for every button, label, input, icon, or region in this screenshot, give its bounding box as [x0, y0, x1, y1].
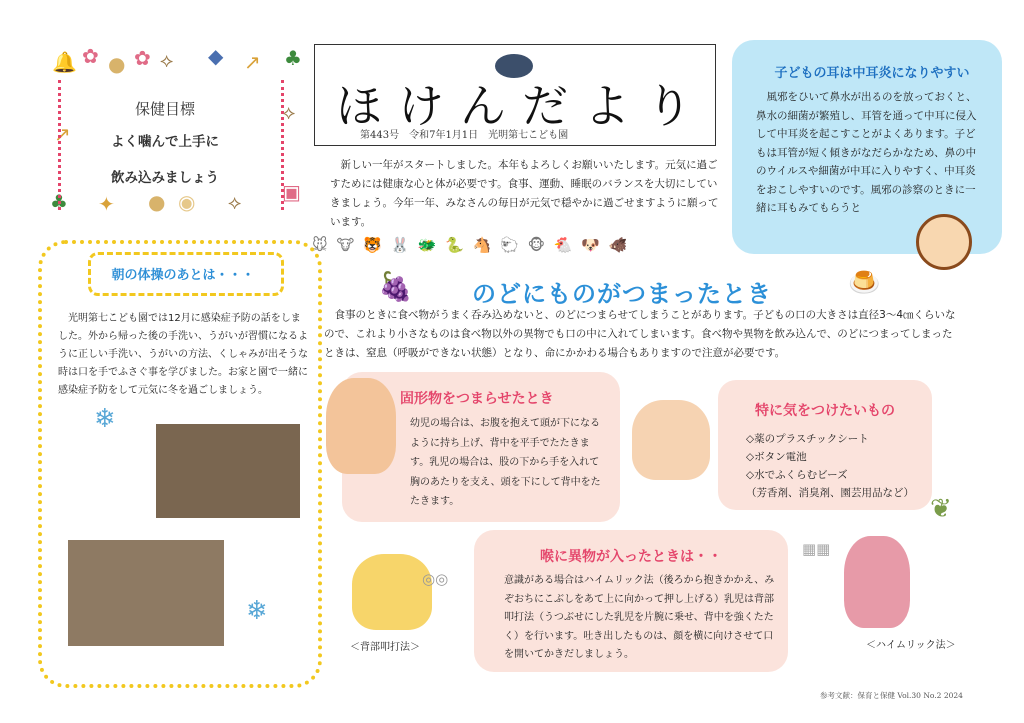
snake-icon: 🐍 — [445, 236, 467, 254]
bell-icon: 🔔 — [52, 50, 77, 74]
list-item: （芳香剤、消臭剤、園芸用品など） — [746, 487, 914, 499]
rabbit-icon: 🐰 — [390, 236, 412, 254]
heimlich-illustration — [844, 536, 910, 628]
baby-illustration — [632, 400, 710, 480]
choking-title: のどにものがつまったとき — [472, 280, 772, 308]
foreign-object-title: 喉に異物が入ったときは・・ — [540, 549, 722, 565]
grapes-icon: 🍇 — [378, 270, 413, 303]
classroom-photo-1 — [156, 424, 300, 518]
goal-line-2: 飲み込みましょう — [111, 170, 219, 186]
arrow-icon: ↗ — [54, 122, 71, 146]
solid-object-title: 固形物をつまらせたとき — [400, 391, 554, 407]
new-year-greeting: 新しい一年がスタートしました。本年もよろしくお願いいたします。元気に過ごすためには健康な心と体が必要です。食事、運動、睡眠のバランスを大切にしていきましょう。今年一年、みなさんの毎日が元気で穏やかに過ごせますように願っています。 — [330, 159, 719, 228]
gourd-icon: ● — [148, 190, 166, 214]
horse-icon: 🐴 — [472, 236, 494, 254]
kadomatsu-icon: ♣ — [284, 46, 302, 70]
branch-icon: ⟡ — [282, 100, 296, 124]
pudding-icon: 🍮 — [848, 268, 881, 298]
plum-icon: ✿ — [134, 46, 151, 70]
back-blow-caption: ＜背部叩打法＞ — [350, 642, 420, 653]
back-blow-illustration — [352, 554, 432, 630]
pill-sheet-icon: ▦▦ — [802, 540, 831, 558]
issue-line: 第443号 令和7年1月1日 光明第七こども園 — [360, 130, 569, 141]
infection-prevention-body: 光明第七こども園では12月に感染症予防の話をしました。外から帰った後の手洗い、うがいが習慣になるように正しい手洗い、うがいの方法、くしゃみが出そうな時は口を手でふさぐ事を学びました。お家と園で一緒に感染症予防をして元気に冬を過ごしましょう。 — [58, 313, 308, 396]
heimlich-caption: ＜ハイムリック法＞ — [866, 640, 956, 651]
branch-icon: ⟡ — [160, 48, 174, 72]
classroom-photo-2 — [68, 540, 224, 646]
newsletter-title: ほけんだより — [336, 79, 708, 133]
dog-icon: 🐶 — [581, 236, 603, 254]
kadomatsu-icon: ♣ — [50, 190, 68, 214]
snow-fairy-icon: ❄ — [246, 596, 268, 626]
caregiver-illustration — [326, 378, 396, 474]
foreign-object-body: 意識がある場合はハイムリック法（後ろから抱きかかえ、みぞおちにこぶしをあて上に向かって押し上げる）乳児は背部叩打法（うつぶせにした乳児を片腕に乗せ、背中を強くたたく）を行います。吐き出したものは、顔を横に向けさせて口を開いてかきだしましょう。 — [504, 575, 775, 660]
caution-items-list — [746, 430, 932, 502]
goal-line-1: よく噛んで上手に — [111, 134, 219, 150]
ema-icon: ▣ — [282, 180, 301, 204]
mouse-icon: 🐭 — [312, 236, 330, 254]
kite-icon: ◆ — [208, 44, 224, 68]
arrow-icon: ↗ — [244, 50, 261, 74]
plum-icon: ✿ — [82, 44, 99, 68]
pine-icon: ✦ — [98, 192, 115, 216]
dragon-icon: 🐲 — [417, 236, 439, 254]
caution-items-title: 特に気をつけたいもの — [755, 403, 895, 419]
cow-icon: 🐮 — [336, 236, 357, 254]
sheep-icon: 🐑 — [500, 236, 522, 254]
ear-infection-body: 風邪をひいて鼻水が出るのを放っておくと、鼻水の細菌が繁殖し、耳管を通って中耳に侵入して中耳炎を起こすことがよくあります。子どもは耳管が短く傾きがなだらかなため、鼻の中のウイルスや細菌が中耳に入りやすく、中耳炎をおこしやすいのです。風邪の診察のときに一緒に耳もみてもらうと — [756, 91, 977, 214]
reference-note: 参考文献：保育と保健 Vol.30 No.2 2024 — [820, 691, 963, 700]
child-illustration — [916, 214, 972, 270]
zodiac-animals-row — [312, 236, 732, 254]
rooster-icon: 🐔 — [553, 236, 575, 254]
goal-heading: 保健目標 — [134, 100, 195, 118]
monkey-icon: 🐵 — [527, 236, 548, 254]
ear-infection-title: 子どもの耳は中耳炎になりやすい — [774, 66, 970, 81]
tiger-icon: 🐯 — [362, 236, 384, 254]
snow-child-icon: ❄ — [94, 404, 116, 434]
list-item: ◇ボタン電池 — [746, 451, 807, 463]
solid-object-body: 幼児の場合は、お腹を抱えて頭が下になるように持ち上げ、背中を平手でたたきます。乳児の場合は、股の下から手を入れて胸のあたりを支え、頭を下にして背中をたたきます。 — [410, 418, 601, 507]
infection-prevention-title: 朝の体操のあとは・・・ — [111, 268, 255, 283]
list-item: ◇水でふくらむビーズ — [746, 469, 848, 481]
gourd-icon: ● — [108, 52, 126, 76]
coins-icon: ◎◎ — [422, 570, 449, 588]
list-item: ◇薬のプラスチックシート — [746, 433, 869, 445]
boar-icon: 🐗 — [608, 236, 630, 254]
rice-cake-icon: ◉ — [178, 190, 196, 214]
plant-icon: ❦ — [930, 494, 952, 524]
choking-body: 食事のときに食べ物がうまく呑み込めないと、のどにつまらせてしまうことがあります。子どもの口の大きさは直径3～4㎝くらいなので、これより小さなものは食べ物以外の異物でも口の中に入れてしまいます。食べ物や異物を飲み込んで、のどにつまってしまったときは、窒息（呼吸ができない状態）となり、命にかかわる場合もありますので注意が必要です。 — [324, 309, 956, 359]
branch-icon: ⟡ — [228, 190, 242, 214]
